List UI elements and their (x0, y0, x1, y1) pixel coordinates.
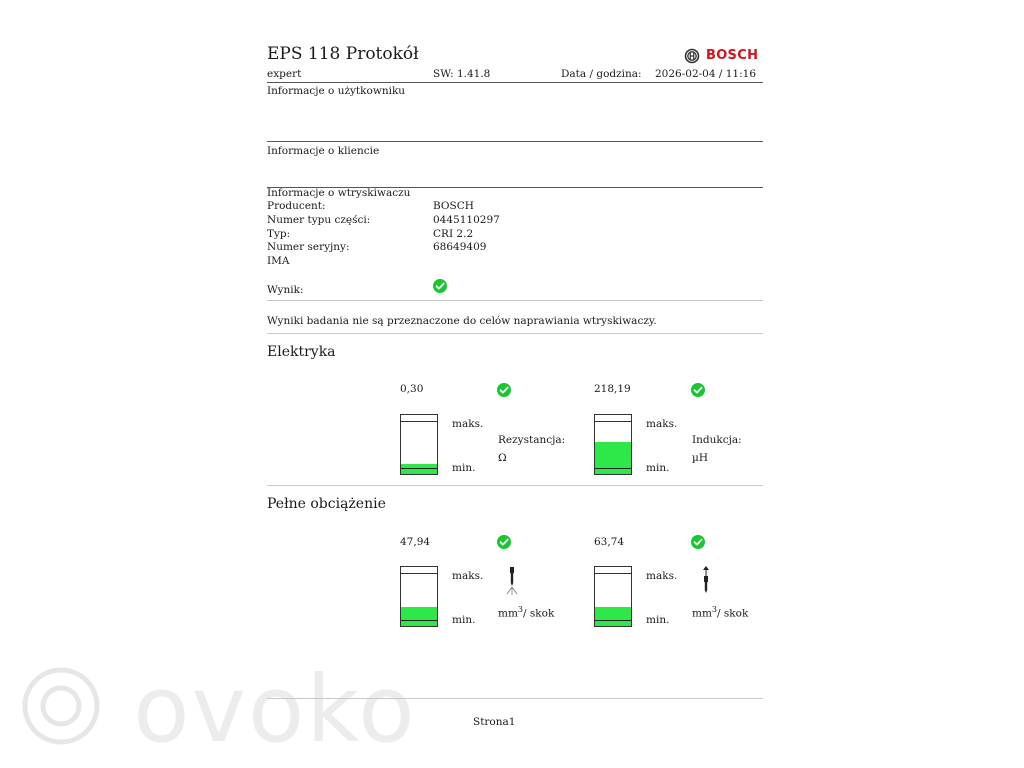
software-version: SW: 1.41.8 (433, 68, 491, 80)
inductance-name: Indukcja: (692, 434, 742, 446)
return-gauge (594, 566, 632, 627)
injection-quantity-value: 47,94 (400, 536, 431, 548)
unit-superscript: 3 (711, 605, 718, 614)
resistance-name: Rezystancja: (498, 434, 566, 446)
gauge-fill (595, 607, 631, 626)
resistance-max-label: maks. (452, 418, 484, 430)
disclaimer-divider (267, 333, 763, 334)
bosch-logo-icon (684, 48, 700, 68)
unit-superscript: 3 (517, 605, 524, 614)
inductance-unit: µH (692, 452, 708, 464)
client-info-label: Informacje o kliencie (267, 145, 380, 157)
resistance-check-icon (497, 383, 511, 397)
inductance-max-label: maks. (646, 418, 678, 430)
producer-key: Producent: (267, 200, 326, 212)
page-title: EPS 118 Protokół (267, 44, 419, 64)
injector-spray-icon (504, 566, 520, 600)
user-info-divider (267, 141, 763, 142)
electrical-section-title: Elektryka (267, 344, 336, 360)
gauge-min-line (401, 620, 437, 621)
unit-base: mm (498, 607, 518, 620)
unit-base: mm (692, 607, 712, 620)
resistance-gauge (400, 414, 438, 475)
gauge-min-line (401, 468, 437, 469)
injection-gauge (400, 566, 438, 627)
unit-rest: / skok (523, 607, 555, 620)
disclaimer-text: Wyniki badania nie są przeznaczone do celów naprawiania wtryskiwaczy. (267, 315, 657, 327)
date-value: 2026-02-04 / 11:16 (655, 68, 757, 80)
resistance-unit: Ω (498, 452, 507, 464)
return-check-icon (691, 535, 705, 549)
electrical-divider (267, 485, 763, 486)
gauge-max-line (595, 573, 631, 574)
injection-max-label: maks. (452, 570, 484, 582)
return-unit (692, 603, 748, 621)
producer-value: BOSCH (433, 200, 474, 212)
unit-rest: / skok (717, 607, 749, 620)
injection-check-icon (497, 535, 511, 549)
mode-label: expert (267, 68, 302, 80)
user-info-label: Informacje o użytkowniku (267, 85, 406, 97)
injector-return-icon (699, 566, 713, 600)
page-number: Strona1 (473, 716, 516, 728)
resistance-value: 0,30 (400, 383, 424, 395)
ovoko-watermark (20, 656, 417, 766)
full-load-section-title: Pełne obciążenie (267, 496, 386, 512)
brand-name: BOSCH (706, 48, 759, 63)
resistance-min-label: min. (452, 462, 476, 474)
gauge-fill (401, 607, 437, 626)
result-check-icon (433, 279, 447, 293)
serial-number-value: 68649409 (433, 241, 487, 253)
gauge-min-line (595, 468, 631, 469)
header-divider (267, 82, 763, 83)
inductance-min-label: min. (646, 462, 670, 474)
return-min-label: min. (646, 614, 670, 626)
type-value: CRI 2.2 (433, 228, 474, 240)
result-divider (267, 300, 763, 301)
date-label: Data / godzina: (561, 68, 642, 80)
part-number-value: 0445110297 (433, 214, 500, 226)
return-quantity-value: 63,74 (594, 536, 625, 548)
gauge-max-line (401, 421, 437, 422)
part-number-key: Numer typu części: (267, 214, 371, 226)
watermark-text: ovoko (133, 656, 417, 763)
injector-info-label: Informacje o wtryskiwaczu (267, 187, 411, 199)
result-label: Wynik: (267, 284, 304, 296)
injection-unit (498, 603, 554, 621)
type-key: Typ: (267, 228, 291, 240)
inductance-check-icon (691, 383, 705, 397)
inductance-gauge (594, 414, 632, 475)
gauge-fill (595, 442, 631, 474)
serial-number-key: Numer seryjny: (267, 241, 350, 253)
return-max-label: maks. (646, 570, 678, 582)
watermark-logo-icon (20, 665, 102, 766)
injection-min-label: min. (452, 614, 476, 626)
inductance-value: 218,19 (594, 383, 631, 395)
ima-key: IMA (267, 255, 290, 267)
gauge-min-line (595, 620, 631, 621)
gauge-max-line (401, 573, 437, 574)
gauge-max-line (595, 421, 631, 422)
